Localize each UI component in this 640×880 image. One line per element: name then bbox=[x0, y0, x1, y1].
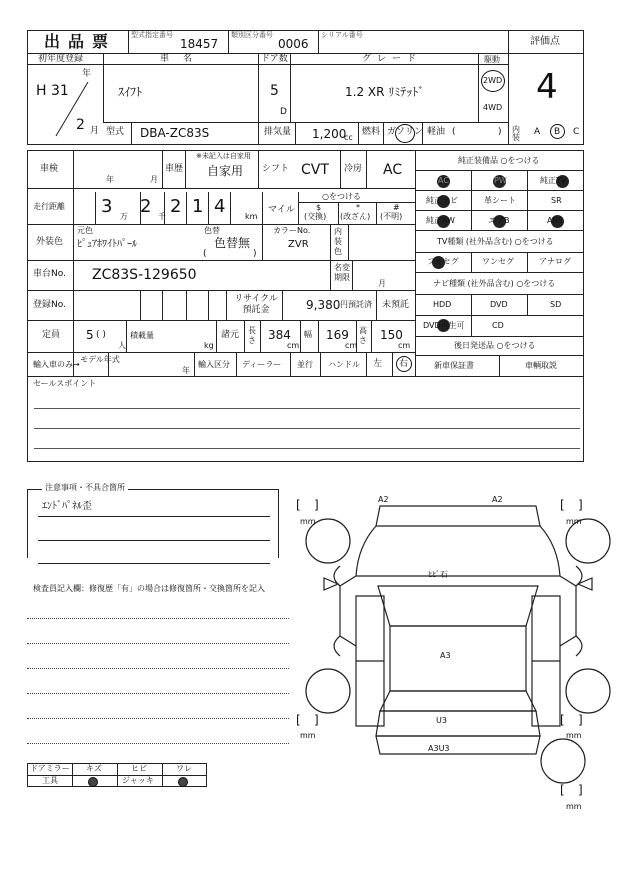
bracket-rr-open: [ bbox=[560, 713, 565, 727]
doors-label: ドア数 bbox=[261, 54, 288, 64]
odo-hash: # bbox=[393, 203, 400, 212]
cooling-label: 冷房 bbox=[344, 164, 363, 174]
category-label: 類別区分番号 bbox=[231, 31, 273, 39]
height-label: 高さ bbox=[359, 326, 367, 345]
wheel-rear-right bbox=[566, 669, 610, 713]
history-value: 自家用 bbox=[207, 164, 244, 178]
fuel-paren-close: ) bbox=[498, 127, 502, 137]
odo-dollar: $ bbox=[316, 203, 322, 212]
legend-jack: ジャッキ bbox=[122, 776, 154, 785]
displacement-label: 排気量 bbox=[264, 127, 292, 137]
mileage-label: 走行距離 bbox=[33, 202, 65, 211]
recycle-value: 9,380 bbox=[306, 298, 341, 312]
tv-title: TV種類 (社外品含む) ○をつける bbox=[437, 237, 554, 246]
wheel-rear-left bbox=[306, 669, 350, 713]
height-cm: cm bbox=[398, 341, 411, 350]
navi-hdd: HDD bbox=[433, 300, 452, 309]
drive-label: 駆動 bbox=[484, 55, 500, 64]
reg-no-label: 登録No. bbox=[33, 300, 66, 310]
chassis-value: ZC83S-129650 bbox=[92, 267, 197, 283]
bracket-spare-open: [ bbox=[560, 783, 565, 797]
capacity-person: 人 bbox=[118, 341, 126, 350]
legend-tools: 工具 bbox=[42, 776, 58, 785]
length-label: 長さ bbox=[248, 326, 256, 345]
drive-2wd: 2WD bbox=[483, 76, 503, 85]
first-reg-slash bbox=[52, 80, 92, 140]
front-fender-right bbox=[560, 576, 576, 646]
left-label: 左 bbox=[373, 359, 383, 369]
diagram-a2-right: A2 bbox=[492, 495, 503, 504]
shift-label: シフト bbox=[262, 164, 290, 174]
equip-sr: SR bbox=[551, 196, 562, 205]
equip-airbag: エアB bbox=[488, 216, 510, 225]
bracket-spare-close: ] bbox=[578, 783, 583, 797]
navi-cd: CD bbox=[492, 321, 504, 330]
doors-sub: D bbox=[280, 107, 287, 117]
bracket-fr-close: ] bbox=[578, 498, 583, 512]
rear-hatch bbox=[376, 711, 540, 736]
navi-dvdplay: DVD再生可 bbox=[423, 321, 465, 330]
model-year-label: モデル年式 bbox=[80, 355, 120, 364]
mileage-km: km bbox=[245, 212, 258, 221]
tv-fullseg: フルセグ bbox=[427, 257, 459, 266]
bracket-spare-mm: mm bbox=[566, 802, 582, 811]
bracket-fl-close: ] bbox=[314, 498, 319, 512]
first-reg-month-label: 月 bbox=[90, 126, 100, 136]
first-reg-year-label: 年 bbox=[82, 69, 92, 79]
grade-label: グレード bbox=[362, 54, 423, 64]
cc-label: cc bbox=[344, 133, 353, 142]
load-label: 積載量 bbox=[130, 331, 154, 340]
width-cm: cm bbox=[345, 341, 358, 350]
legend-crack: ヒビ bbox=[131, 764, 147, 773]
width-label: 幅 bbox=[304, 330, 312, 339]
cooling-value: AC bbox=[383, 162, 403, 178]
parallel-label: 並行 bbox=[297, 360, 313, 369]
bracket-rr-close: ] bbox=[578, 713, 583, 727]
shift-value: CVT bbox=[301, 162, 329, 178]
remarks-line-1: ｴﾝﾄﾞﾊﾟﾈﾙ歪 bbox=[42, 501, 92, 512]
type-value: DBA-ZC83S bbox=[140, 126, 210, 140]
equip-abs: ABS bbox=[547, 216, 563, 225]
bracket-fl-open: [ bbox=[296, 498, 301, 512]
bracket-rr-mm: mm bbox=[566, 731, 582, 740]
chassis-label: 車台No. bbox=[33, 269, 66, 279]
interior-label: 内装 bbox=[512, 125, 520, 142]
equipment-title: 純正装備品 ○をつける bbox=[458, 156, 540, 165]
inspection-month-label: 月 bbox=[150, 175, 158, 184]
mileage-digit-3: 2 bbox=[170, 196, 182, 217]
odo-star: * bbox=[356, 203, 360, 212]
car-name-label: 車名 bbox=[160, 54, 207, 64]
repaint-paren-close: ) bbox=[253, 249, 257, 259]
navi-sd: SD bbox=[550, 300, 562, 309]
weight-label: 諸元 bbox=[221, 330, 240, 340]
windshield bbox=[378, 586, 538, 626]
car-diagram bbox=[288, 486, 628, 826]
equip-pw: PW bbox=[494, 176, 507, 185]
doors-value: 5 bbox=[270, 83, 279, 99]
recycle-label: リサイクル預託金 bbox=[234, 294, 278, 315]
remarks-bracket bbox=[27, 489, 279, 558]
dealer-label: ディーラー bbox=[242, 360, 282, 369]
right-label: 右 bbox=[399, 359, 409, 369]
score-label: 評価点 bbox=[530, 36, 560, 47]
repaint-value: 色替無 bbox=[214, 236, 251, 250]
shipping-warranty: 新車保証書 bbox=[434, 361, 474, 370]
sales-point-label: セールスポイント bbox=[33, 379, 97, 388]
diagram-rear: U3 bbox=[436, 716, 447, 725]
legend-jack-check bbox=[178, 777, 188, 787]
height-value: 150 bbox=[380, 328, 403, 342]
diagram-windshield: ﾋﾋﾞ石 bbox=[428, 570, 448, 579]
legend-break: ワレ bbox=[176, 764, 192, 773]
first-reg-month-value: 2 bbox=[76, 117, 85, 133]
name-change-label: 名変期限 bbox=[334, 263, 350, 282]
tv-analog: アナログ bbox=[539, 257, 571, 266]
mile-label: マイル bbox=[268, 205, 295, 215]
fuel-label: 燃料 bbox=[362, 127, 381, 137]
bracket-fr-mm: mm bbox=[566, 517, 582, 526]
fuel-paren-open: ( bbox=[452, 127, 456, 137]
shipping-manual: 車輌取説 bbox=[525, 361, 557, 370]
odo-unknown: (不明) bbox=[380, 212, 403, 221]
hood bbox=[356, 526, 560, 576]
tv-oneseg: ワンセグ bbox=[482, 257, 514, 266]
capacity-paren: ( ) bbox=[96, 330, 106, 340]
interior-c: C bbox=[573, 127, 580, 137]
mileage-digit-2: 2 bbox=[140, 196, 152, 217]
load-kg: kg bbox=[204, 341, 214, 350]
roof bbox=[390, 626, 526, 691]
bracket-fl-mm: mm bbox=[300, 517, 316, 526]
inspection-year-label: 年 bbox=[106, 175, 114, 184]
mileage-sen: 千 bbox=[158, 212, 166, 221]
first-reg-era-year: H 31 bbox=[36, 83, 69, 99]
form-title: 出品票 bbox=[44, 32, 117, 51]
bracket-fr-open: [ bbox=[560, 498, 565, 512]
equip-navi: 純正ナビ bbox=[426, 196, 458, 205]
equip-leather: 革シート bbox=[484, 196, 516, 205]
interior-color-label: 内装色 bbox=[334, 227, 342, 256]
model-designation-value: 18457 bbox=[180, 37, 219, 51]
length-cm: cm bbox=[287, 341, 300, 350]
bracket-rl-close: ] bbox=[314, 713, 319, 727]
bracket-rl-open: [ bbox=[296, 713, 301, 727]
mileage-digit-4: 1 bbox=[192, 196, 204, 217]
color-no-label: カラーNo. bbox=[273, 226, 311, 235]
mileage-digit-1: 3 bbox=[101, 196, 113, 217]
length-value: 384 bbox=[268, 328, 291, 342]
diesel-label: 軽油 bbox=[427, 127, 446, 137]
rear-bumper bbox=[376, 736, 540, 754]
history-label: 車歴 bbox=[165, 164, 184, 174]
original-color-value: ﾋﾟｭｱﾎﾜｲﾄﾊﾟｰﾙ bbox=[77, 239, 137, 250]
repaint-label: 色替 bbox=[204, 226, 220, 235]
mileage-man: 万 bbox=[120, 212, 128, 221]
exterior-label: 外装色 bbox=[36, 237, 64, 247]
import-label: 輸入車のみ→ bbox=[33, 360, 80, 369]
serial-label: シリアル番号 bbox=[321, 31, 363, 39]
name-change-month: 月 bbox=[378, 279, 386, 288]
remarks-title: 注意事項・不具合箇所 bbox=[42, 484, 128, 492]
category-value: 0006 bbox=[278, 37, 309, 51]
spare-wheel bbox=[541, 739, 585, 783]
odo-circle-note: ○をつける bbox=[322, 192, 361, 201]
shipping-title: 後日発送品 ○をつける bbox=[454, 341, 536, 350]
right-mirror bbox=[578, 578, 592, 590]
front-bumper bbox=[376, 506, 540, 526]
diagram-bumper: A3U3 bbox=[428, 744, 450, 753]
navi-dvd: DVD bbox=[490, 300, 508, 309]
drive-4wd: 4WD bbox=[483, 103, 503, 112]
fuel-gasoline: ガソリン bbox=[387, 127, 424, 137]
equip-ac: AC bbox=[438, 176, 449, 185]
grade-value: 1.2 XR ﾘﾐﾃｯﾄﾞ bbox=[345, 85, 425, 99]
diagram-a2-left: A2 bbox=[378, 495, 389, 504]
capacity-value: 5 bbox=[86, 328, 94, 342]
bracket-rl-mm: mm bbox=[300, 731, 316, 740]
rear-window bbox=[380, 691, 536, 711]
diagram-roof: A3 bbox=[440, 651, 451, 660]
equip-aw: 純正AW bbox=[426, 216, 455, 225]
model-year-year: 年 bbox=[182, 366, 190, 375]
import-cat-label: 輸入区分 bbox=[198, 360, 230, 369]
inspector-label: 検査員記入欄：修復歴「有」の場合は修復箇所・交換箇所を記入 bbox=[33, 584, 265, 593]
navi-title: ナビ種類 (社外品含む) ○をつける bbox=[433, 279, 556, 288]
score-value: 4 bbox=[536, 67, 558, 107]
model-designation-label: 型式指定番号 bbox=[131, 31, 173, 39]
interior-a: A bbox=[534, 127, 541, 137]
interior-b: B bbox=[554, 127, 561, 137]
legend-tools-check bbox=[88, 777, 98, 787]
legend-door-mirror: ドアミラー bbox=[30, 764, 70, 773]
inspection-label: 車検 bbox=[40, 164, 59, 174]
recycle-paid: 円預託済 bbox=[340, 300, 372, 309]
original-color-label: 元色 bbox=[77, 226, 93, 235]
first-reg-label: 初年度登録 bbox=[38, 54, 84, 64]
mileage-digit-5: 4 bbox=[214, 196, 226, 217]
odo-modified: (改ざん) bbox=[340, 212, 371, 221]
history-note: ※未記入は自家用 bbox=[196, 152, 251, 160]
repaint-paren-open: ( bbox=[203, 249, 207, 259]
odo-exchange: (交換) bbox=[304, 212, 327, 221]
handle-label: ハンドル bbox=[328, 360, 360, 369]
color-no-value: ZVR bbox=[288, 239, 309, 250]
width-value: 169 bbox=[326, 328, 349, 342]
legend-scratch: キズ bbox=[86, 764, 102, 773]
displacement-value: 1,200 bbox=[312, 127, 347, 141]
capacity-label: 定員 bbox=[42, 330, 61, 340]
type-label: 型式 bbox=[106, 127, 125, 137]
left-mirror bbox=[324, 578, 338, 590]
front-fender-left bbox=[340, 576, 356, 646]
recycle-unpaid: 未預託 bbox=[382, 300, 410, 310]
equip-tv: 純正TV bbox=[540, 176, 567, 185]
car-name-value: ｽｲﾌﾄ bbox=[118, 85, 143, 99]
